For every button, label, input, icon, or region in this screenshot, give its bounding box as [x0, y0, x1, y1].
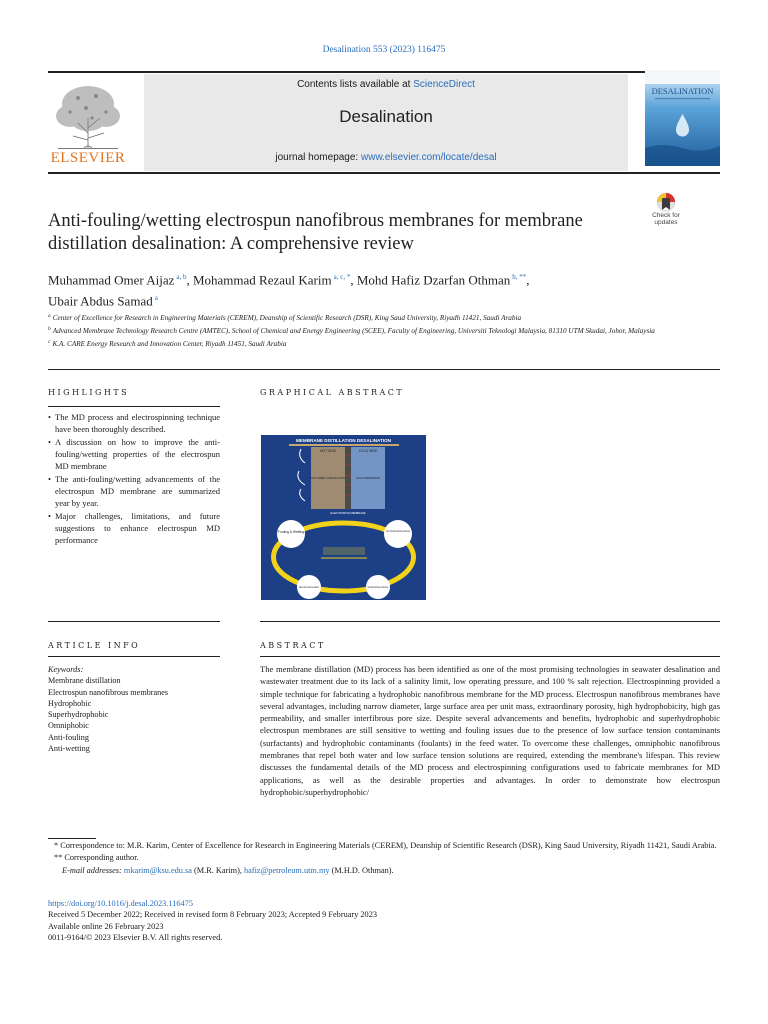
highlight-item: • The anti-fouling/wetting advancements of the electrospun MD membrane are summarized year by year. [48, 473, 220, 509]
keyword-item: Anti-fouling [48, 732, 89, 742]
author-separator: , [350, 272, 357, 288]
abstract-rule [260, 656, 720, 657]
keyword-item: Superhydrophobic [48, 710, 109, 720]
header-bottom-rule [48, 172, 720, 174]
footnote-emails [48, 865, 720, 877]
affiliation-text: K.A. CARE Energy Research and Innovation Center, Riyadh 11451, Saudi Arabia [52, 340, 287, 349]
contents-line [144, 79, 628, 90]
homepage-link[interactable]: www.elsevier.com/locate/desal [361, 152, 497, 163]
check-for-updates-icon[interactable] [646, 192, 686, 214]
footnote-corresponding-text: Corresponding author. [64, 853, 139, 863]
ga-node-superhydrophobic: Super/ Omniphobic Electrospun Membrane [386, 530, 411, 533]
author-name[interactable]: Ubair Abdus Samad [48, 293, 153, 309]
affiliation-text: Center of Excellence for Research in Engineering Materials (CEREM), Deanship of Scientific Research (DSR), King Saud University, Riyadh 11421, Saudi Arabia [52, 314, 522, 323]
footnote-correspondence [48, 840, 720, 852]
affiliations [48, 311, 668, 350]
author-name[interactable]: Mohd Hafiz Dzarfan Othman [356, 272, 511, 288]
author-name[interactable]: Muhammad Omer Aijaz [48, 272, 175, 288]
header-top-rule [48, 71, 720, 73]
keyword-item: Omniphobic [48, 721, 89, 731]
journal-name: Desalination [339, 107, 433, 126]
journal-citation[interactable]: Desalination 553 (2023) 116475 [322, 45, 446, 55]
ga-title: MEMBRANE DISTILLATION DESALINATION [295, 438, 392, 443]
author-affiliation-marks[interactable]: a [154, 294, 158, 303]
keyword-item: Anti-wetting [48, 744, 90, 754]
ga-node-environmental: Environmental [299, 585, 319, 589]
check-label-line1: Check for [652, 212, 680, 219]
affiliation-item [48, 337, 668, 350]
article-info-rule [48, 656, 220, 657]
highlights-rule [48, 406, 220, 407]
footnote-mark-2: ** [54, 853, 63, 863]
check-label-line2: updates [654, 219, 678, 226]
author-separator: , [186, 272, 193, 288]
article-info-heading: ARTICLE INFO [48, 641, 141, 650]
email-link-karim[interactable]: mkarim@ksu.edu.sa [123, 865, 192, 875]
footnotes [48, 840, 720, 877]
ga-feed: HOT FEED CIRCULATION [311, 476, 345, 480]
email-owner-othman: (M.H.D. Othman). [329, 865, 394, 875]
online-date: Available online 26 February 2023 [48, 921, 164, 931]
author-name[interactable]: Mohammad Rezaul Karim [192, 272, 332, 288]
affiliation-item [48, 311, 668, 324]
article-info-top-rule [48, 621, 220, 622]
author-affiliation-marks[interactable]: b, ** [512, 273, 527, 281]
journal-homepage-line [144, 152, 628, 163]
author-list [48, 268, 688, 311]
cover-title: DESALINATION [651, 86, 714, 96]
highlights-heading: HIGHLIGHTS [48, 388, 130, 397]
email-owner-karim: (M.R. Karim), [191, 865, 245, 875]
check-for-updates-label[interactable] [646, 212, 686, 226]
ga-node-hydrophobic: Hydrophobic Electrospun Membrane [367, 587, 405, 589]
keywords-label: Keywords: [48, 665, 84, 674]
footnote-rule [48, 838, 96, 839]
sciencedirect-link[interactable]: ScienceDirect [413, 79, 475, 90]
abstract-text: The membrane distillation (MD) process has been identified as one of the most promising technologies in seawater desalination and wastewater treatment due to its lack of a salinity limit, low operating pressure, and 100 % salt rejection. Electrospinning provided a simple technique for fabricating a hydrophobic nanofibrous membrane for the MD process. Electrospun nanofibrous membranes have several advantages, including narrow diameter, large surface area per unit mass, extraordinary porosity, high hydrophobicity, high gas permeability, and smaller interfibrous pore size. Despite several advancements and benefits, hydrophobic and superhydrophobic electrospun membranes are still sensitive to wetting and fouling issues due to the presence of low surface tension contaminants (surfactants) and hydrophobic contaminants (foulants) in the feed water. To overcome these challenges, omniphobic nanofibrous membranes that repel both water and low surface tension solutions are required, extending the membrane's lifespan. This review discusses the fundamental details of the MD process and electrospinning configurations used to fabricate membranes for MD applications, as well as the desirable properties and advantages. In order to demonstrate how electrospun hydrophobic/superhydrophobic/ [260, 664, 720, 797]
ga-node-fouling: Fouling & Wetting [278, 530, 304, 534]
highlights-list [48, 411, 220, 547]
keyword-item: Membrane distillation [48, 676, 121, 686]
highlight-item: • A discussion on how to improve the anti-fouling/wetting properties of the electrospun MD membrane [48, 436, 220, 472]
author-separator: , [526, 272, 530, 288]
article-title: Anti-fouling/wetting electrospun nanofibrous membranes for membrane distillation desalination: A comprehensive review [48, 211, 583, 254]
affiliation-text: Advanced Membrane Technology Research Centre (AMTEC), School of Chemical and Energy Engineering (SCEE), Faculty of Engineering, Universiti Teknologi Malaysia, 81310 UTM Skudai, Johor, Malaysia [52, 327, 655, 336]
ga-permeate: COLD PERMEATE [356, 476, 380, 480]
graphical-abstract-heading: GRAPHICAL ABSTRACT [260, 388, 405, 397]
footnote-corresponding-author [48, 852, 720, 864]
received-dates: Received 5 December 2022; Received in revised form 8 February 2023; Accepted 9 February 2023 [48, 910, 378, 920]
affiliation-mark: a [48, 313, 51, 319]
footnote-mark-1: * [54, 841, 59, 850]
author-affiliation-marks[interactable]: a, c, * [333, 273, 351, 281]
ga-membrane: ELECTROSPUN MEMBRANE [330, 512, 366, 515]
publisher-wordmark: ELSEVIER [50, 150, 126, 166]
keyword-item: Electrospun nanofibrous membranes [48, 687, 169, 697]
copyright: 0011-9164/© 2023 Elsevier B.V. All rights reserved. [48, 932, 223, 942]
author-affiliation-marks[interactable]: a, b [176, 273, 187, 281]
footnote-correspondence-text: Correspondence to: M.R. Karim, Center of Excellence for Research in Engineering Materials (CEREM), Deanship of Scientific Research (DSR), King Saud University, Riyadh 11421, Saudi Arabia. [60, 841, 717, 850]
keyword-item: Hydrophobic [48, 698, 92, 708]
affiliation-mark: c [48, 338, 51, 345]
abstract-heading: ABSTRACT [260, 641, 326, 650]
doi-link[interactable]: https://doi.org/10.1016/j.desal.2023.116475 [48, 899, 193, 908]
publication-info [48, 898, 720, 943]
keywords-block [48, 664, 220, 754]
email-link-othman[interactable]: hafiz@petroleum.utm.my [244, 865, 330, 875]
journal-cover-image[interactable] [645, 70, 720, 166]
graphical-abstract-figure[interactable] [261, 435, 426, 600]
affiliation-mark: b [48, 325, 51, 332]
ga-hot-side: HOT SIDE [320, 449, 336, 453]
homepage-prefix: journal homepage: [275, 152, 361, 163]
email-label: E-mail addresses: [62, 865, 122, 875]
highlight-item: • Major challenges, limitations, and future suggestions to enhance electrospun MD performance [48, 510, 220, 546]
abstract-top-rule [260, 621, 720, 622]
section-rule [48, 369, 720, 370]
contents-prefix: Contents lists available at [297, 79, 414, 90]
highlight-item: • The MD process and electrospinning technique have been thoroughly described. [48, 411, 220, 435]
affiliation-item [48, 324, 668, 337]
ga-cold-side: COLD SIDE [358, 449, 378, 453]
